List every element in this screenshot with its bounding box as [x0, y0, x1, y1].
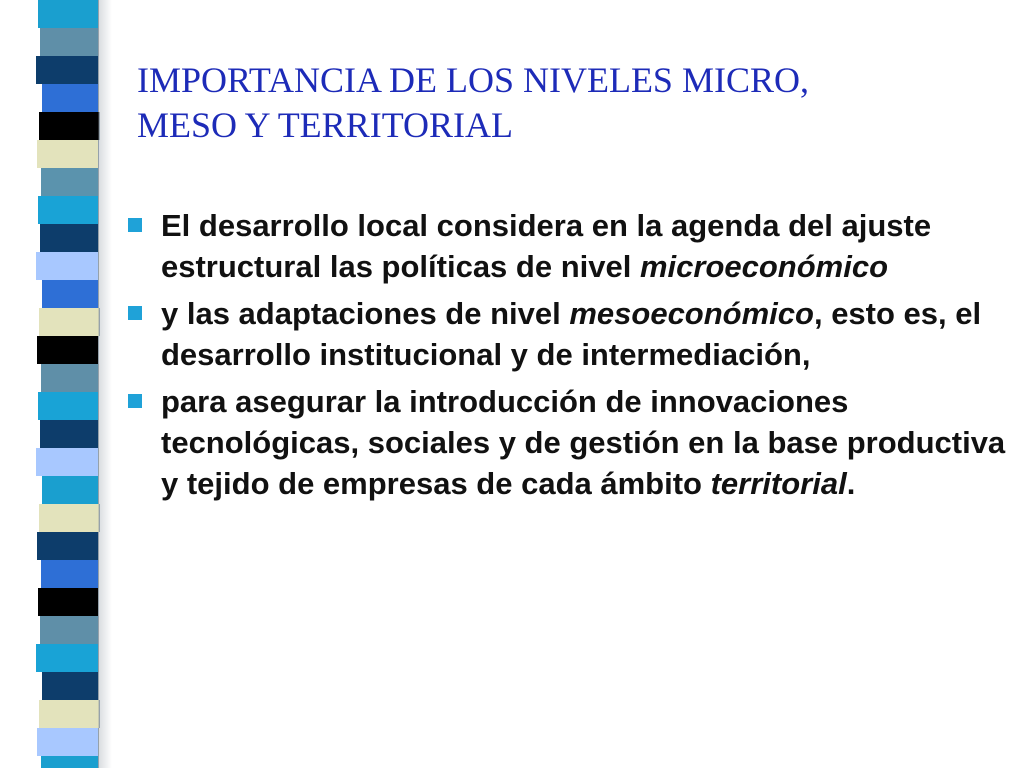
stripe-band — [36, 56, 99, 84]
square-bullet-icon — [128, 218, 142, 232]
stripe-band — [38, 0, 99, 28]
stripe-band — [36, 644, 99, 672]
stripe-band — [37, 336, 99, 364]
stripe-band — [39, 308, 100, 336]
square-bullet-icon — [128, 306, 142, 320]
stripe-shadow — [98, 0, 112, 768]
stripe-band — [39, 112, 100, 140]
stripe-band — [41, 364, 99, 392]
bullet-text: El desarrollo local considera en la agenda del ajuste estructural las políticas de nivel — [161, 208, 932, 284]
bullet-emphasis: mesoeconómico — [569, 296, 814, 331]
stripe-band — [41, 560, 99, 588]
stripe-band — [37, 728, 99, 756]
bullet-text: y las adaptaciones de nivel — [161, 296, 570, 331]
stripe-band — [40, 224, 99, 252]
stripe-band — [40, 420, 99, 448]
bullet-text-after: , esto es, el desarrollo institucional y de intermediación, — [161, 296, 982, 372]
stripe-band — [39, 700, 100, 728]
bullet-emphasis: microeconómico — [639, 249, 889, 284]
slide-title — [137, 58, 997, 148]
stripe-band — [38, 196, 99, 224]
stripe-band — [36, 448, 99, 476]
title-line-1: IMPORTANCIA DE LOS NIVELES MICRO, — [137, 60, 809, 100]
square-bullet-icon — [128, 394, 142, 408]
stripe-band — [39, 504, 100, 532]
stripe-band — [38, 588, 99, 616]
stripe-band — [42, 280, 99, 308]
bullet-list — [126, 205, 1016, 510]
bullet-emphasis: territorial — [710, 466, 847, 501]
stripe-band — [41, 756, 99, 768]
title-line-2: MESO Y TERRITORIAL — [137, 105, 514, 145]
stripe-band — [42, 476, 99, 504]
stripe-band — [42, 672, 99, 700]
bullet-item-1 — [126, 205, 1016, 287]
bullet-text: para asegurar la introducción de innovaciones tecnológicas, sociales y de gestión en la base productiva y tejido de empresas de cada ámbito — [161, 384, 1006, 501]
bullet-item-3 — [126, 381, 1016, 504]
bullet-text-after: . — [846, 466, 856, 501]
stripe-band — [36, 252, 99, 280]
stripe-band — [42, 84, 99, 112]
bullet-item-2 — [126, 293, 1016, 375]
stripe-band — [40, 28, 99, 56]
stripe-band — [37, 140, 99, 168]
stripe-band — [38, 392, 99, 420]
stripe-band — [41, 168, 99, 196]
stripe-band — [37, 532, 99, 560]
stripe-band — [40, 616, 99, 644]
